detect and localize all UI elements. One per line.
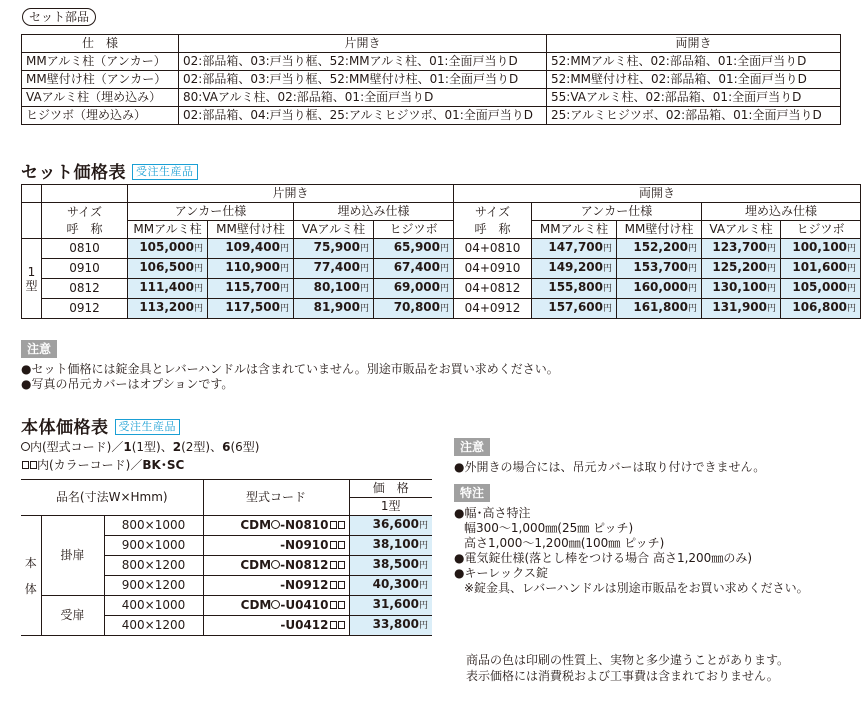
header-mm-wall: MM壁付け柱 xyxy=(617,221,702,239)
size-cell: 04+0810 xyxy=(454,239,532,259)
table-row xyxy=(22,107,841,125)
price-cell: 160,000円 xyxy=(617,279,702,299)
size-cell: 400×1000 xyxy=(104,596,203,616)
header-size: サイズ 呼 称 xyxy=(42,203,128,239)
set-parts-badge: セット部品 xyxy=(22,8,96,26)
circle-icon xyxy=(271,520,280,529)
price-cell: 69,000円 xyxy=(374,279,454,299)
special-line: ●電気錠仕様(落とし棒をつける場合 高さ1,200㎜のみ) xyxy=(454,551,753,565)
price-cell: 125,200円 xyxy=(702,259,781,279)
special-line: ※錠金具、レバーハンドルは別途市販品をお買い求めください。 xyxy=(464,581,809,595)
price-cell: 117,500円 xyxy=(208,299,294,319)
note-line: ●セット価格には錠金具とレバーハンドルは含まれていません。別途市販品をお買い求めください。 xyxy=(21,362,559,376)
header-price: 価 格 xyxy=(349,480,432,498)
circle-icon xyxy=(21,442,30,451)
size-cell: 0812 xyxy=(42,279,128,299)
single-parts-cell: 02:部品箱、04:戸当り框、25:アルミヒジツボ、01:全面戸当りD xyxy=(179,107,547,125)
price-cell: 130,100円 xyxy=(702,279,781,299)
table-row xyxy=(22,89,841,107)
single-parts-cell: 02:部品箱、03:戸当り框、52:MM壁付け柱、01:全面戸当りD xyxy=(179,71,547,89)
price-cell: 105,000円 xyxy=(781,279,861,299)
table-row xyxy=(22,259,861,279)
square-icon xyxy=(330,581,337,589)
square-icon xyxy=(338,621,345,629)
price-cell: 157,600円 xyxy=(532,299,617,319)
double-parts-cell: 55:VAアルミ柱、02:部品箱、01:全面戸当りD xyxy=(547,89,841,107)
header-single: 片開き xyxy=(179,35,547,53)
header-va-alu: VAアルミ柱 xyxy=(702,221,781,239)
price-cell: 152,200円 xyxy=(617,239,702,259)
price-cell: 123,700円 xyxy=(702,239,781,259)
price-cell: 110,900円 xyxy=(208,259,294,279)
type-label: 1 型 xyxy=(22,239,42,319)
color-code-legend: 内(カラーコード)／BK･SC xyxy=(21,458,184,473)
footer-note: 商品の色は印刷の性質上、実物と多少違うことがあります。 xyxy=(466,653,790,667)
code-cell: CDM -U0410 xyxy=(203,596,349,616)
code-cell: -U0412 xyxy=(203,616,349,636)
price-cell: 36,600円 xyxy=(349,516,432,536)
header-anchor: アンカー仕様 xyxy=(128,203,294,221)
price-cell: 67,400円 xyxy=(374,259,454,279)
square-icon xyxy=(338,581,345,589)
code-cell: CDM -N0810 xyxy=(203,516,349,536)
table-row xyxy=(21,596,432,616)
table-row xyxy=(22,279,861,299)
note-line: ●外開きの場合には、吊元カバーは取り付けできません。 xyxy=(454,460,766,474)
square-icon xyxy=(338,601,345,609)
size-cell: 0912 xyxy=(42,299,128,319)
price-cell: 81,900円 xyxy=(294,299,374,319)
header-type1: 1型 xyxy=(349,498,432,516)
price-cell: 101,600円 xyxy=(781,259,861,279)
set-price-title: セット価格表 受注生産品 xyxy=(21,158,198,183)
spec-cell: ヒジツボ（埋め込み） xyxy=(22,107,179,125)
price-cell: 100,100円 xyxy=(781,239,861,259)
header-hijitsubo: ヒジツボ xyxy=(374,221,454,239)
note-line: ●写真の吊元カバーはオプションです。 xyxy=(21,377,234,391)
special-line: ●キーレックス錠 xyxy=(454,566,548,580)
subgroup-label: 掛扉 xyxy=(41,516,104,596)
square-icon xyxy=(338,541,345,549)
table-row xyxy=(22,239,861,259)
price-cell: 115,700円 xyxy=(208,279,294,299)
price-cell: 75,900円 xyxy=(294,239,374,259)
header-size: サイズ 呼 称 xyxy=(454,203,532,239)
price-cell: 106,500円 xyxy=(128,259,208,279)
single-parts-cell: 02:部品箱、03:戸当り框、52:MMアルミ柱、01:全面戸当りD xyxy=(179,53,547,71)
single-parts-cell: 80:VAアルミ柱、02:部品箱、01:全面戸当りD xyxy=(179,89,547,107)
size-cell: 04+0912 xyxy=(454,299,532,319)
body-price-table xyxy=(21,479,432,636)
price-cell: 33,800円 xyxy=(349,616,432,636)
header-single: 片開き xyxy=(128,185,454,203)
price-cell: 65,900円 xyxy=(374,239,454,259)
table-row xyxy=(22,71,841,89)
price-cell: 31,600円 xyxy=(349,596,432,616)
footer-note: 表示価格には消費税および工事費は含まれておりません。 xyxy=(466,669,779,683)
made-to-order-tag: 受注生産品 xyxy=(132,164,198,180)
size-cell: 900×1000 xyxy=(104,536,203,556)
code-cell: -N0910 xyxy=(203,536,349,556)
subgroup-label: 受扉 xyxy=(41,596,104,636)
header-name: 品名(寸法W×Hmm) xyxy=(21,480,203,516)
set-price-table xyxy=(21,184,861,319)
square-icon xyxy=(30,461,37,469)
header-hijitsubo: ヒジツボ xyxy=(781,221,861,239)
square-icon xyxy=(330,621,337,629)
price-cell: 111,400円 xyxy=(128,279,208,299)
header-va-alu: VAアルミ柱 xyxy=(294,221,374,239)
header-embed: 埋め込み仕様 xyxy=(702,203,861,221)
table-row xyxy=(22,299,861,319)
code-cell: -N0912 xyxy=(203,576,349,596)
price-cell: 147,700円 xyxy=(532,239,617,259)
circle-icon xyxy=(271,560,280,569)
header-double: 両開き xyxy=(547,35,841,53)
double-parts-cell: 25:アルミヒジツボ、02:部品箱、01:全面戸当りD xyxy=(547,107,841,125)
notes-label: 注意 xyxy=(454,438,490,456)
square-icon xyxy=(338,561,345,569)
square-icon xyxy=(330,541,337,549)
size-cell: 04+0910 xyxy=(454,259,532,279)
special-line: 高さ1,000～1,200㎜(100㎜ ピッチ) xyxy=(464,536,665,550)
size-cell: 900×1200 xyxy=(104,576,203,596)
table-row xyxy=(22,53,841,71)
price-cell: 113,200円 xyxy=(128,299,208,319)
special-line: ●幅･高さ特注 xyxy=(454,506,531,520)
price-cell: 149,200円 xyxy=(532,259,617,279)
notes-label: 注意 xyxy=(21,340,57,358)
size-cell: 800×1200 xyxy=(104,556,203,576)
spec-cell: VAアルミ柱（埋め込み） xyxy=(22,89,179,107)
price-cell: 77,400円 xyxy=(294,259,374,279)
size-cell: 800×1000 xyxy=(104,516,203,536)
size-cell: 0810 xyxy=(42,239,128,259)
size-cell: 04+0812 xyxy=(454,279,532,299)
special-line: 幅300～1,000㎜(25㎜ ピッチ) xyxy=(464,521,634,535)
model-code-legend: 内(型式コード)／1(1型)、2(2型)、6(6型) xyxy=(21,440,259,455)
set-parts-table xyxy=(21,34,841,125)
header-mm-alu: MMアルミ柱 xyxy=(128,221,208,239)
header-embed: 埋め込み仕様 xyxy=(294,203,454,221)
header-spec: 仕 様 xyxy=(22,35,179,53)
double-parts-cell: 52:MM壁付け柱、02:部品箱、01:全面戸当りD xyxy=(547,71,841,89)
header-code: 型式コード xyxy=(203,480,349,516)
size-cell: 0910 xyxy=(42,259,128,279)
header-mm-alu: MMアルミ柱 xyxy=(532,221,617,239)
spec-cell: MM壁付け柱（アンカー） xyxy=(22,71,179,89)
double-parts-cell: 52:MMアルミ柱、02:部品箱、01:全面戸当りD xyxy=(547,53,841,71)
special-order-label: 特注 xyxy=(454,484,490,502)
square-icon xyxy=(338,521,345,529)
square-icon xyxy=(22,461,29,469)
table-row xyxy=(21,516,432,536)
body-price-title: 本体価格表 受注生産品 xyxy=(21,413,180,438)
price-cell: 70,800円 xyxy=(374,299,454,319)
square-icon xyxy=(330,601,337,609)
square-icon xyxy=(330,561,337,569)
price-cell: 105,000円 xyxy=(128,239,208,259)
size-cell: 400×1200 xyxy=(104,616,203,636)
price-cell: 109,400円 xyxy=(208,239,294,259)
price-cell: 131,900円 xyxy=(702,299,781,319)
price-cell: 153,700円 xyxy=(617,259,702,279)
price-cell: 38,500円 xyxy=(349,556,432,576)
price-cell: 161,800円 xyxy=(617,299,702,319)
header-anchor: アンカー仕様 xyxy=(532,203,702,221)
price-cell: 106,800円 xyxy=(781,299,861,319)
price-cell: 40,300円 xyxy=(349,576,432,596)
code-cell: CDM -N0812 xyxy=(203,556,349,576)
square-icon xyxy=(330,521,337,529)
price-cell: 80,100円 xyxy=(294,279,374,299)
price-cell: 155,800円 xyxy=(532,279,617,299)
header-mm-wall: MM壁付け柱 xyxy=(208,221,294,239)
header-double: 両開き xyxy=(454,185,861,203)
price-cell: 38,100円 xyxy=(349,536,432,556)
spec-cell: MMアルミ柱（アンカー） xyxy=(22,53,179,71)
made-to-order-tag: 受注生産品 xyxy=(115,419,181,435)
group-label: 本 体 xyxy=(21,516,41,636)
